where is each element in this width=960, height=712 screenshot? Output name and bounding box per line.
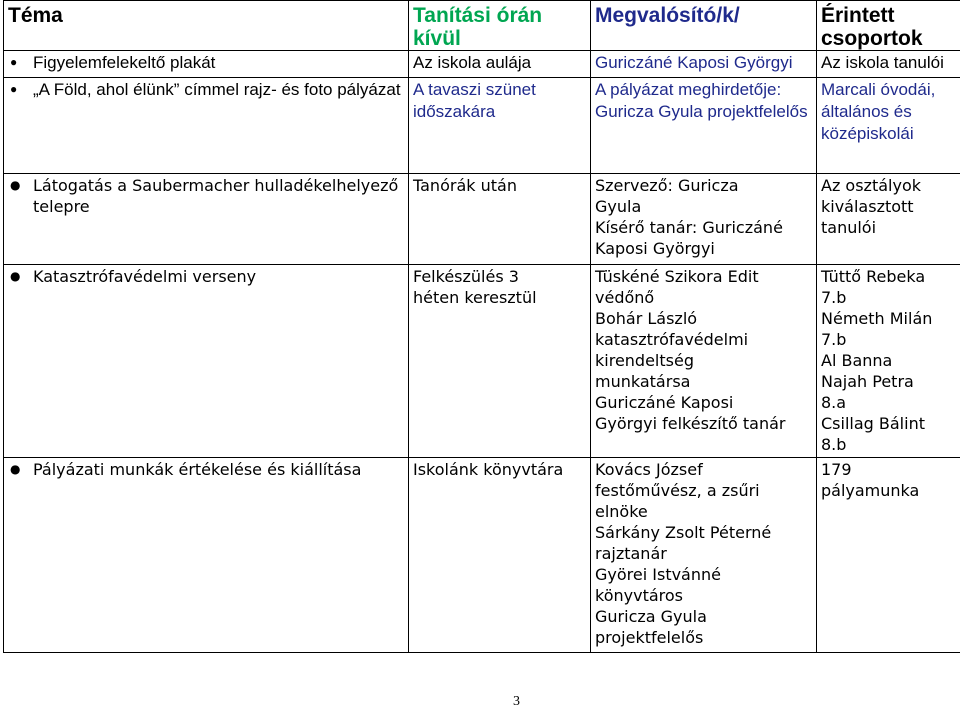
header-row — [4, 1, 960, 51]
cell-erintett: Tüttő Rebeka 7.b Németh Milán 7.b Al Banna Najah Petra 8.a Csillag Bálint 8.b — [817, 265, 960, 458]
row-tema-text: Figyelemfelekeltő plakát — [33, 53, 216, 72]
cell-erintett: Az iskola tanulói — [817, 51, 960, 78]
cell-erintett: 179 pályamunka — [817, 458, 960, 653]
page-number: 3 — [513, 694, 520, 709]
cell-idopont: Tanórák után — [409, 174, 591, 265]
header-idopont: Tanítási órán kívül — [409, 1, 591, 51]
cell-megvalosito: Guriczáné Kaposi Györgyi — [591, 51, 817, 78]
cell-megvalosito: Szervező: Guricza Gyula Kísérő tanár: Guriczáné Kaposi Györgyi — [591, 174, 817, 265]
cell-tema — [4, 51, 409, 78]
row-tema-text: „A Föld, ahol élünk” címmel rajz- és foto pályázat — [33, 80, 401, 99]
cell-megvalosito: A pályázat meghirdetője: Guricza Gyula projektfelelős — [591, 78, 817, 174]
bullet-icon: ● — [10, 55, 18, 69]
table-row — [4, 78, 960, 174]
cell-idopont: A tavaszi szünet időszakára — [409, 78, 591, 174]
header-megvalosito: Megvalósító/k/ — [591, 1, 817, 51]
table-row — [4, 265, 960, 458]
cell-tema — [4, 78, 409, 174]
table-row — [4, 458, 960, 653]
bullet-icon: ● — [10, 178, 21, 192]
bullet-icon: ● — [10, 82, 18, 96]
cell-tema — [4, 174, 409, 265]
cell-idopont: Felkészülés 3 héten keresztül — [409, 265, 591, 458]
cell-tema — [4, 458, 409, 653]
cell-megvalosito: Tüskéné Szikora Edit védőnő Bohár László katasztrófavédelmi kirendeltség munkatársa Guriczáné Kaposi Györgyi felkészítő tanár — [591, 265, 817, 458]
row-tema-text: Katasztrófavédelmi verseny — [33, 267, 257, 286]
cell-idopont: Iskolánk könyvtára — [409, 458, 591, 653]
table-row — [4, 174, 960, 265]
cell-tema — [4, 265, 409, 458]
cell-erintett: Marcali óvodái, általános és középiskolái — [817, 78, 960, 174]
row-tema-text: Látogatás a Saubermacher hulladékelhelyező telepre — [33, 176, 399, 216]
bullet-icon: ● — [10, 462, 21, 476]
cell-megvalosito: Kovács József festőművész, a zsűri elnöke Sárkány Zsolt Péterné rajztanár Györei Istvánné könyvtáros Guricza Gyula projektfelelős — [591, 458, 817, 653]
activity-table — [3, 0, 960, 653]
table-row — [4, 51, 960, 78]
header-erintett: Érintett csoportok — [817, 1, 960, 51]
cell-erintett: Az osztályok kiválasztott tanulói — [817, 174, 960, 265]
bullet-icon: ● — [10, 269, 21, 283]
header-tema: Téma — [4, 1, 409, 51]
cell-idopont: Az iskola aulája — [409, 51, 591, 78]
row-tema-text: Pályázati munkák értékelése és kiállítása — [33, 460, 362, 479]
